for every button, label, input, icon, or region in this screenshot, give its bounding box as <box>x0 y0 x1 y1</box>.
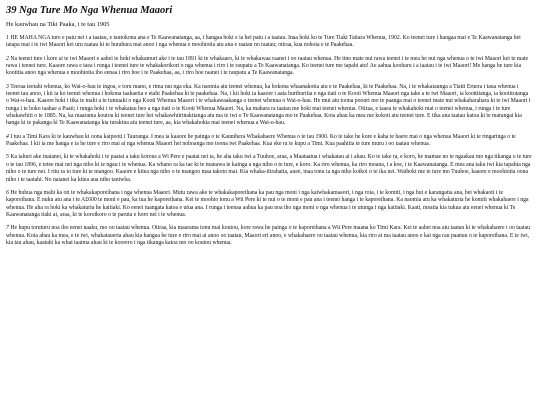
paragraph-number: 2 <box>6 55 9 62</box>
paragraph-text: He huhua nga mahi ka oti te whakakaporeihana i nga whenua Maaori. Mutu rawa ake te whakakaporeihana ka pau nga moni i nga kaiwhakamaaori, i nga roia, i te komiti, i nga hui e karangatia ana, hei whakaoti i te kaporeihana. E nuku atu ana i te A£600 te moni e pau, ka tua he kaporeihana. Kei te moohio tonu a Wii Pere ki te nui o te moni e pau ana i teenei hanga i te kaporeihana. Ka naomia atu ka whakaturia he komiti whakahaere i nga whenua. He aha ra hoki ka whakaturia he kaitiaki. Ko eenei tuangata katoa e utua ana. I runga i teenaa aahua ka pau noa iho nga moni o nga whenua i te utunga i nga kaitiaki. Kaati, meatia kia tukua atu eenei whenua ki Te Kaawanatanga tiaki ai, araa, ki te koroikoro o te paruta e horo nei i te whenua. <box>6 189 529 218</box>
paragraph-number: 3 <box>6 83 9 90</box>
paragraph <box>6 56 532 78</box>
document-byline: He kauwhau na Tiki Paaka, i te tau 1905 <box>6 21 110 28</box>
paragraph-number: 1 <box>6 35 9 41</box>
paragraph <box>6 154 532 183</box>
paragraph-text: Ka tahuri ake inaianei, ki te whakahoki i te paatai a taku korous a Wi Pere e paatai nei ia, he aha taku iwi a Tuuhoe, araa, a Maataatua i whakatau ai i ahau. Ko te take ra, e koro, he mamae no te ngaakau mo nga tikanga o te ture o te tau 1896, e tetee mai nei nga niho ki te ngau i te whenua. Ka whano ra ka tae ki te manawa te kainga a nga niho o te ture, e koro. Ka riro whenua, ka riro moana, i a koe, i te Kaawanatanga. E mea ana taku iwi kia tapahia nga niho o te ture nei. I ritu ra to ture ki te mangoo. Kaaore e kitea nga niho o te mangoo maa takoto mai. Kia whaka-tiirahatia, auee, inaa tonu ia nga niho koikoi o te ika nei. Waihoki me te ture mo Tuuhoe, kaaore e moohiotia oona niho i te taatahi. No naianei ka kitea aua niho taniwha. <box>6 154 532 183</box>
paragraph-number: 7 <box>6 225 9 232</box>
paragraph <box>6 190 532 219</box>
paragraph-text: I tuu a Timi Kara ki te kauwhau ki oona kaipooti i Tauranga. I mea ia kaaore he painga o te Kaunihera Whakahaere Whenua o te tau 1900. Ko te take he kore e kaha te haere mai o nga whenua Maaori ki te ringaringa o te Paakehaa. I kii ia me hanga e ia he ture e riro mai ai nga whenua Maaori hei nohoanga mo toona iwi Paakehaa. Kua eke ra te kupu a Timi. Kua paahitia te ture muru i oo taatau whenua. <box>6 133 516 148</box>
document-title: 39 Nga Ture Mo Nga Whenua Maaori <box>6 5 173 16</box>
paragraph <box>6 84 532 128</box>
paragraph <box>6 35 532 50</box>
paragraph-number: 4 <box>6 133 9 140</box>
paragraph-text: Teeraa teetahi whenua, ko Wai-o-hau te ingoa, e toru mano, e rima rau nga eka. Ka naomia atu teenei whenua, ka hokona whaanakotia atu e te Paakehaa, ki te Paakehaa. Na, i te whakataunga a Tiatti Eruera i taua whenua i teenei tau anoo, i kii ia ko teenei whenua i hokona taahaetia e etahi Paakehaa ki te paakehaa. Na, i kii hoki ia kaaore i aata huriburitia e nga tiati o te Kooti Whenua Maaori nga take a te iwi Maaori, ia koottitanga, ia kooittotanga o Wai-o-hau. Kaaore hoki i tika te mahi a te tumuaki o nga Kooti Whenua Maaori i te whakawaakanga o teenei whenua o Wai-o-hau. He mui atu toona poouri mo te paanga mai o teenei mate nui whakaharahara ki te iwi Maaori i runga i te hoko taahae a Paati; i runga hoki i te whakatau heo a nga tiati o te Kooti Whenua Maaori. Na, ka mahara ra taatau me hoki mai teenei whenua. Otiraa, e taaea te whakahoki mai o teenei whenua, i runga i te ture whakawhiti o te 1885. Na, ka maarama koutou ki teenei ture hei whakawhiirinakitanga atu ma te iwi o Te Kaawanatanga mo te Paakehaa. Koia ahau ka mea me kokoti atu teenei ture. E tika ana taatau katoa ki te marangai kia hanga ki te pakanga ki Te Kaawanatanga kia turakina atu teenei ture, aa, kia whakahokia mai teenei whenua a Wai-o-hau. <box>6 83 531 127</box>
paragraph <box>6 225 532 247</box>
paragraph <box>6 134 532 149</box>
paragraph-number: 5 <box>6 154 9 161</box>
paragraph-text: Na teenei ture i kore ai te iwi Maaori e aahei te hoki whakamuri ake i te tau 1891 ki te whakaaro, ki te whakawaa raanei i oo raatau whenua. He tino mate nui rawa teenei i te mea he nui nga whenua o te iwi Maaori kei te mate rawa i teenei ture. Kaaore rawa e taea i runga i teenei ture te whakakorikori o nga whenua i riro i te raupatu a Te Kaawanatanga. Ko teenei ture me tapahi atu! Ae aahua kooharu i a taatau i te iwi Maaori! Me hanga he ture kia kootitia anoo nga whenua e moohiotia iho eenaa i riro hoe i te Paakehaa, aa, i riro hoe raanei i te raupatu a Te Kaawanatanga. <box>6 55 529 77</box>
paragraph-number: 6 <box>6 189 9 196</box>
paragraph-text: HE MAHA NGA ture e patu nei i a taatau, e tautokona ana e Te Kaawanatanga, aa, i hangaa hoki e ia hei patu i a taatau. Inaa hoki ko te Ture Tiaki Taitara Whenua, 1902. Ko teenei ture i hangaa mai e Te Kaawanatanga hei taiapa mai i te iwi Maaori kei uru raatau ki te hurahura mai anoo i nga whenua e moohiotia atu ana e raatau no raatau; otiraa, kua nohoia e te Paakehaa. <box>6 35 521 49</box>
paragraph-text: He kupu toruturu noa iho eenei naaku, mo oo taatau whenua. Otiraa, kia maarama tonu mai koutou, kore rawa he painga o te kaporeihana a Wii Pere maana ko Timi Kara. Kei te aahei noa atu taatau ki te whakahaere i oo taatau whenua. Koia ahau ka mea, e te iwi, whakataueria ahau kia hangaa he ture e riro mai ai anoo oo taatau, Maaori eri anoo, e whakahaere oo taatau whenua, kia riro ai ma taatau anoo e kai nga rau paanuu o te kaporeihana. E te iwi, kia tau ahau, kaatahi ka whai taaima ahau ki te koorero i nga tikanga katoa mo oo koutou whenua. <box>6 225 530 246</box>
document-body <box>6 35 532 247</box>
